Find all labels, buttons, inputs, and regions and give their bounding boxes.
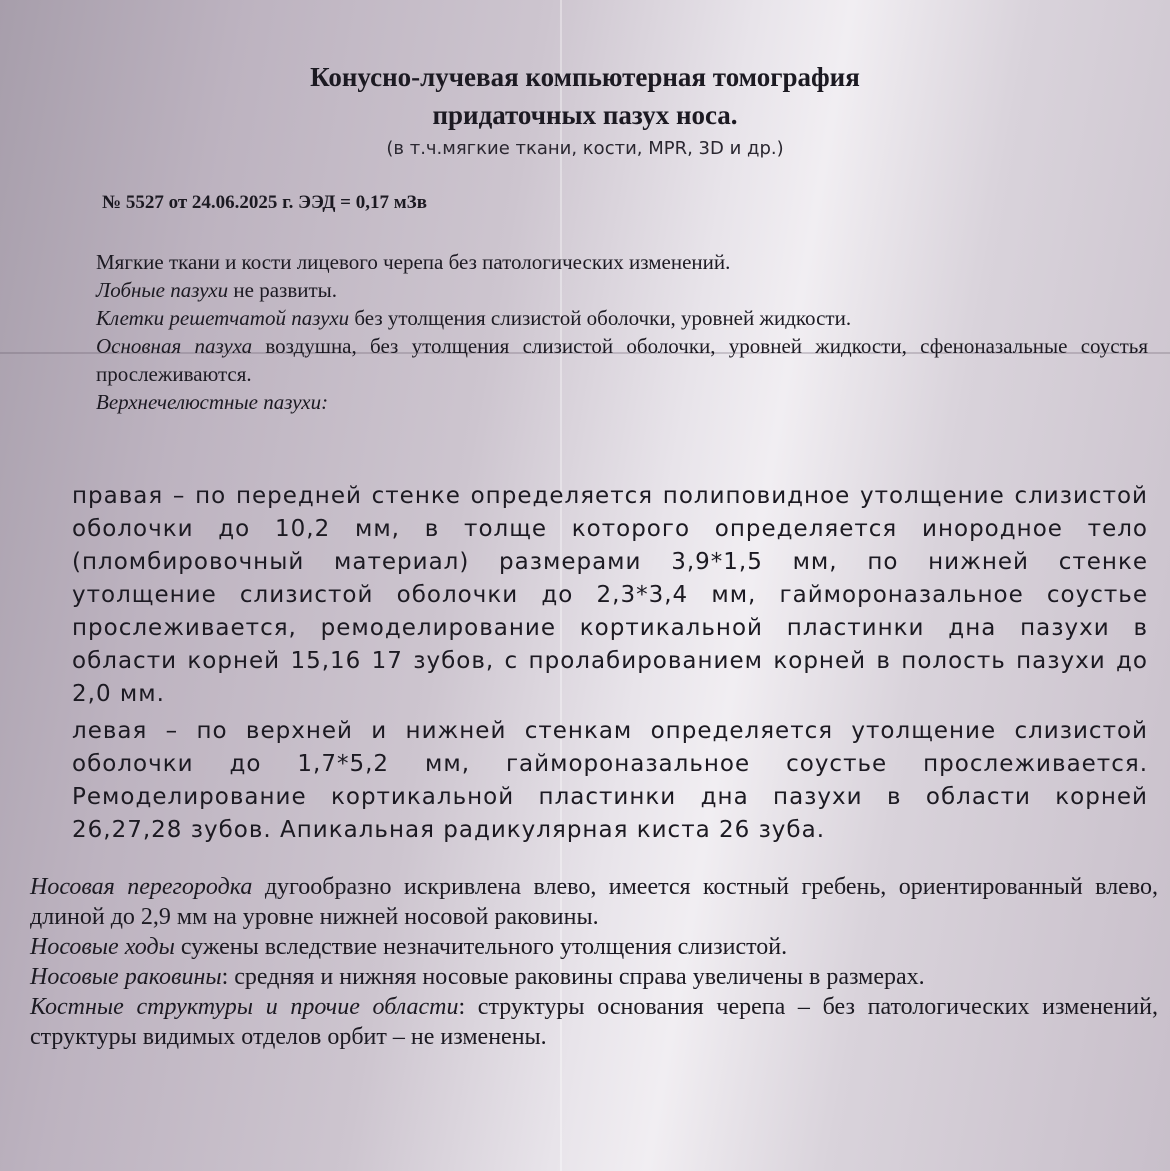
paragraph-maxillary-label: Верхнечелюстные пазухи: <box>96 390 329 414</box>
report-title-line1: Конусно-лучевая компьютерная томография <box>310 62 860 92</box>
paragraph-septum: Носовая перегородка дугообразно искривлена влево, имеется костный гребень, ориентированный влево, длиной до 2,9 мм на уровне нижней носовой раковины. <box>30 874 1158 930</box>
paragraph-nasal-passages: Носовые ходы сужены вследствие незначительного утолщения слизистой. <box>30 934 788 960</box>
paragraph-sphenoid: Основная пазуха воздушна, без утолщения слизистой оболочки, уровней жидкости, сфеноназальные соустья прослеживаются. <box>96 334 1148 386</box>
paragraph-right-maxillary: правая – по передней стенке определяется полиповидное утолщение слизистой оболочки до 10,2 мм, в толще которого определяется инородное тело (пломбировочный материал) размерами 3,9*1,5 мм, по нижней стенке утолщение слизистой оболочки до 2,3*3,4 мм, гаймороназальное соустье прослеживается, ремоделирование кортикальной пластинки дна пазухи в области корней 15,16 17 зубов, с пролабированием корней в полость пазухи до 2,0 мм. <box>72 483 1148 707</box>
report-title-line2: придаточных пазух носа. <box>432 100 738 130</box>
report-body-maxillary <box>72 480 1148 847</box>
study-meta: № 5527 от 24.06.2025 г. ЭЭД = 0,17 мЗв <box>102 192 427 213</box>
paragraph-left-maxillary: левая – по верхней и нижней стенкам определяется утолщение слизистой оболочки до 1,7*5,2 мм, гаймороназальное соустье прослеживается. Ремоделирование кортикальной пластинки дна пазухи в области корней 26,27,28 зубов. Апикальная радикулярная киста 26 зуба. <box>72 718 1148 843</box>
paragraph-frontal-sinus: Лобные пазухи не развиты. <box>96 278 338 302</box>
paragraph-turbinates: Носовые раковины: средняя и нижняя носовые раковины справа увеличены в размерах. <box>30 964 925 990</box>
paragraph-bone-structures: Костные структуры и прочие области: структуры основания черепа – без патологических изменений, структуры видимых отделов орбит – не изменены. <box>30 994 1158 1050</box>
paragraph-ethmoid: Клетки решетчатой пазухи без утолщения слизистой оболочки, уровней жидкости. <box>96 306 852 330</box>
report-subtitle: (в т.ч.мягкие ткани, кости, MPR, 3D и др.) <box>386 138 784 159</box>
report-body-lower <box>30 872 1158 1052</box>
report-body-upper <box>96 248 1148 416</box>
paragraph-soft-tissue: Мягкие ткани и кости лицевого черепа без патологических изменений. <box>96 250 731 274</box>
